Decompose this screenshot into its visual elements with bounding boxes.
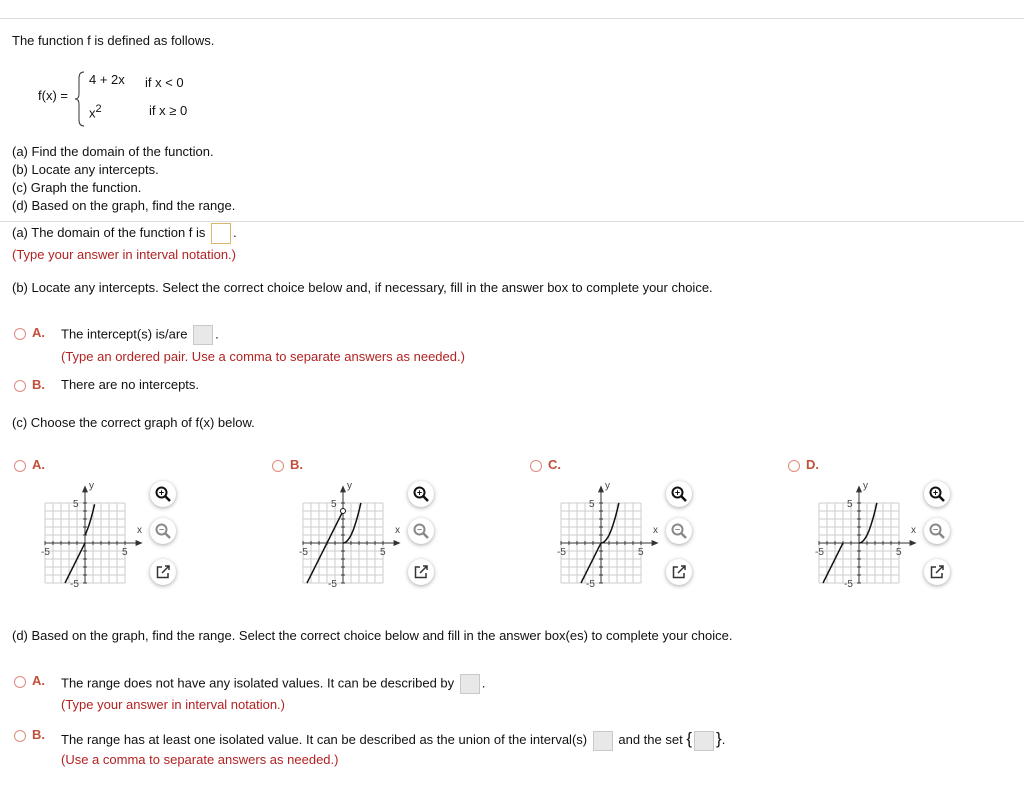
option-letter: B.	[32, 377, 45, 392]
zoom-in-icon	[929, 486, 945, 502]
x-label: x	[911, 525, 916, 536]
x-arrow	[652, 540, 659, 546]
open-new-window-icon	[672, 565, 686, 579]
function-curve	[343, 503, 361, 543]
graph-1	[292, 478, 422, 590]
tick-label: 5	[589, 499, 595, 510]
zoom-out-icon	[929, 523, 945, 539]
task-list	[12, 143, 235, 215]
x-label: x	[137, 525, 142, 536]
open-new-window-icon	[156, 565, 170, 579]
b-a-end: .	[215, 326, 219, 342]
zoom-in-button[interactable]	[408, 481, 434, 507]
zoom-out-button[interactable]	[150, 518, 176, 544]
y-arrow	[82, 485, 88, 492]
task: (b) Locate any intercepts.	[12, 162, 159, 177]
option-letter: B.	[32, 727, 45, 742]
tick-label: -5	[299, 547, 308, 558]
piece2-exp: 2	[95, 103, 102, 115]
zoom-out-button[interactable]	[666, 518, 692, 544]
svg-text:−: −	[416, 524, 423, 535]
function-curve	[307, 511, 343, 583]
svg-text:+: +	[158, 487, 165, 498]
zoom-out-icon	[671, 523, 687, 539]
graph-3	[808, 478, 938, 590]
a-end: .	[233, 224, 237, 240]
tick-label: 5	[380, 547, 386, 558]
tick-label: -5	[70, 579, 79, 590]
option-letter: B.	[290, 457, 303, 472]
interval-input[interactable]	[593, 731, 613, 751]
open-point	[341, 509, 346, 514]
y-label: y	[605, 480, 610, 492]
fx-label: f(x) =	[38, 88, 68, 103]
tick-label: 5	[638, 547, 644, 558]
zoom-in-icon	[671, 486, 687, 502]
zoom-in-icon	[413, 486, 429, 502]
tick-label: -5	[328, 579, 337, 590]
a-prompt: (a) The domain of the function f is	[12, 224, 206, 240]
option-letter: A.	[32, 325, 45, 340]
task: (a) Find the domain of the function.	[12, 144, 214, 159]
intercepts-input[interactable]	[193, 325, 213, 345]
x-arrow	[394, 540, 401, 546]
tick-label: -5	[844, 579, 853, 590]
piece1-cond: if x < 0	[145, 75, 184, 90]
zoom-out-icon	[155, 523, 171, 539]
graph-2	[550, 478, 680, 590]
x-label: x	[395, 525, 400, 536]
tick-label: -5	[815, 547, 824, 558]
graph-0	[34, 478, 164, 590]
function-curve	[65, 543, 85, 583]
option-letter: A.	[32, 673, 45, 688]
d-b-hint: (Use a comma to separate answers as needed.)	[61, 752, 339, 767]
zoom-in-icon	[155, 486, 171, 502]
brace	[74, 70, 86, 128]
b-prompt: (b) Locate any intercepts. Select the correct choice below and, if necessary, fill in the answer box to complete your choice.	[12, 280, 713, 295]
radio[interactable]	[530, 460, 542, 472]
d-option-b[interactable]	[14, 727, 45, 742]
svg-text:−: −	[674, 524, 681, 535]
function-curve	[581, 543, 601, 583]
piece2-cond: if x ≥ 0	[149, 103, 188, 118]
option-letter: C.	[548, 457, 561, 472]
tick-label: -5	[586, 579, 595, 590]
zoom-out-button[interactable]	[408, 518, 434, 544]
tick-label: 5	[331, 499, 337, 510]
b-a-hint: (Type an ordered pair. Use a comma to separate answers as needed.)	[61, 349, 465, 364]
svg-text:+: +	[932, 487, 939, 498]
d-b-end: .	[721, 732, 726, 747]
radio[interactable]	[14, 460, 26, 472]
open-new-window-icon	[414, 565, 428, 579]
set-brace-left: {	[686, 729, 692, 748]
tick-label: 5	[896, 547, 902, 558]
zoom-in-button[interactable]	[666, 481, 692, 507]
piece1-expr: 4 + 2x	[89, 72, 125, 87]
open-new-window-button[interactable]	[924, 559, 950, 585]
set-input[interactable]	[694, 731, 714, 751]
function-curve	[601, 503, 619, 543]
x-arrow	[910, 540, 917, 546]
d-b-mid: and the set	[618, 732, 683, 747]
svg-text:−: −	[158, 524, 165, 535]
d-a-text: The range does not have any isolated values. It can be described by	[61, 675, 455, 691]
graph-option-2[interactable]	[530, 457, 561, 472]
tick-label: -5	[41, 547, 50, 558]
range-input[interactable]	[460, 674, 480, 694]
function-curve	[859, 503, 877, 543]
x-arrow	[136, 540, 143, 546]
zoom-out-button[interactable]	[924, 518, 950, 544]
tick-label: 5	[847, 499, 853, 510]
intro-text: The function f is defined as follows.	[12, 33, 215, 48]
radio[interactable]	[14, 380, 26, 392]
radio[interactable]	[788, 460, 800, 472]
d-prompt: (d) Based on the graph, find the range. Select the correct choice below and fill in the answer box(es) to complete your choice.	[12, 628, 733, 643]
d-b-text: The range has at least one isolated value. It can be described as the union of the interval(s)	[61, 732, 588, 747]
tick-label: 5	[122, 547, 128, 558]
a-hint: (Type your answer in interval notation.)	[12, 247, 236, 262]
y-arrow	[856, 485, 862, 492]
y-label: y	[863, 480, 868, 492]
open-new-window-button[interactable]	[408, 559, 434, 585]
y-label: y	[347, 480, 352, 492]
b-a-text: The intercept(s) is/are	[61, 326, 188, 342]
y-label: y	[89, 480, 94, 492]
d-a-hint: (Type your answer in interval notation.)	[61, 697, 285, 712]
tick-label: -5	[557, 547, 566, 558]
y-arrow	[598, 485, 604, 492]
b-b-text: There are no intercepts.	[61, 377, 200, 392]
set-brace-right: }	[716, 729, 722, 748]
radio[interactable]	[14, 328, 26, 340]
tick-label: 5	[73, 499, 79, 510]
b-option-b[interactable]	[14, 377, 45, 392]
task: (c) Graph the function.	[12, 180, 142, 195]
radio[interactable]	[272, 460, 284, 472]
domain-input[interactable]	[211, 223, 231, 244]
graph-option-3[interactable]	[788, 457, 819, 472]
function-curve	[823, 543, 843, 583]
d-a-end: .	[481, 675, 486, 691]
option-letter: D.	[806, 457, 819, 472]
c-prompt: (c) Choose the correct graph of f(x) below.	[12, 415, 255, 430]
radio[interactable]	[14, 676, 26, 688]
svg-text:+: +	[416, 487, 423, 498]
graph-option-0[interactable]	[14, 457, 45, 472]
y-arrow	[340, 485, 346, 492]
open-new-window-button[interactable]	[150, 559, 176, 585]
zoom-in-button[interactable]	[924, 481, 950, 507]
radio[interactable]	[14, 730, 26, 742]
zoom-out-icon	[413, 523, 429, 539]
x-label: x	[653, 525, 658, 536]
svg-text:−: −	[932, 524, 939, 535]
open-new-window-button[interactable]	[666, 559, 692, 585]
task: (d) Based on the graph, find the range.	[12, 198, 236, 213]
option-letter: A.	[32, 457, 45, 472]
open-new-window-icon	[930, 565, 944, 579]
graph-option-1[interactable]	[272, 457, 303, 472]
b-option-a[interactable]	[14, 325, 45, 340]
piece2-expr: x	[89, 105, 96, 121]
d-option-a[interactable]	[14, 673, 45, 688]
svg-text:+: +	[674, 487, 681, 498]
zoom-in-button[interactable]	[150, 481, 176, 507]
